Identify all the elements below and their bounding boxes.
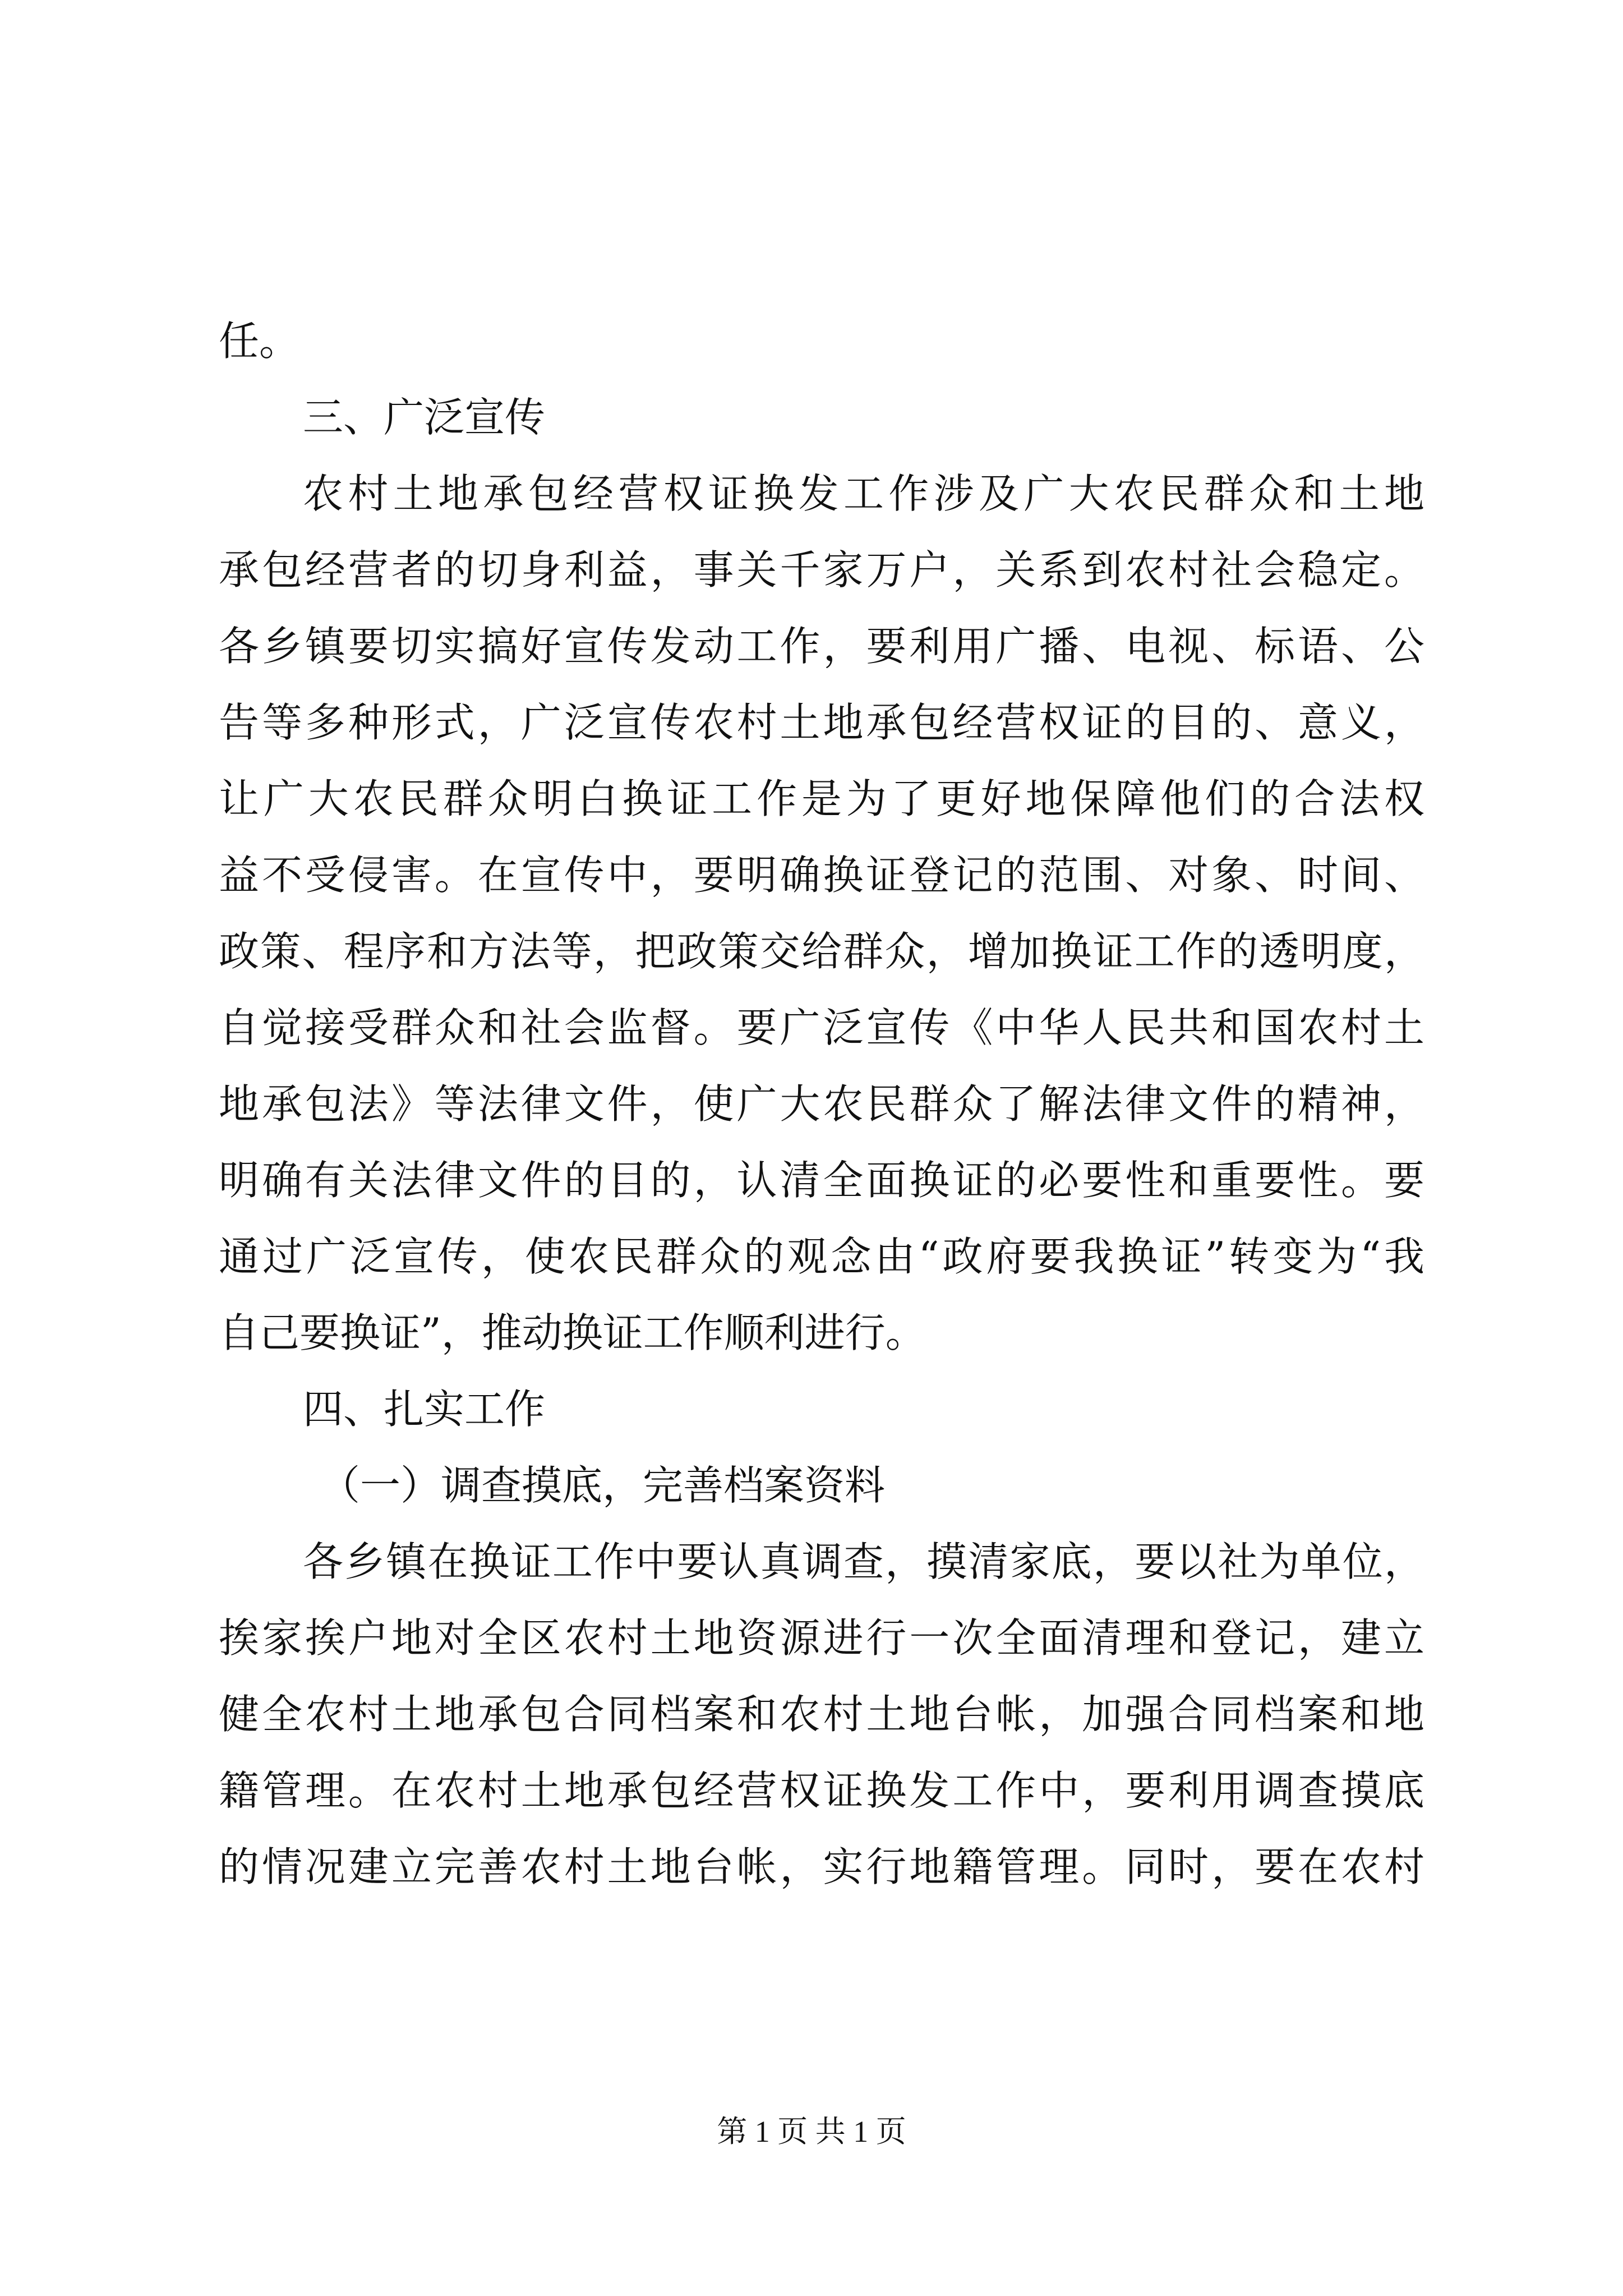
section-heading-4: 四、扎实工作 [303,1386,546,1433]
text-line-19: 健全农村土地承包合同档案和农村土地台帐，加强合同档案和地 [219,1691,1424,1738]
text-line-5: 各乡镇要切实搞好宣传发动工作，要利用广播、电视、标语、公 [219,623,1424,670]
section-heading-3: 三、广泛宣传 [303,394,546,441]
document-body [219,303,1424,1905]
page-footer [0,2109,1623,2154]
text-line-13: 通过广泛宣传，使农民群众的观念由“政府要我换证”转变为“我 [219,1233,1424,1280]
text-line-10: 自觉接受群众和社会监督。要广泛宣传《中华人民共和国农村土 [219,1004,1424,1051]
text-line-1: 任。 [219,318,300,365]
text-line-21: 的情况建立完善农村土地台帐，实行地籍管理。同时，要在农村 [219,1843,1424,1890]
text-line-7: 让广大农民群众明白换证工作是为了更好地保障他们的合法权 [219,775,1424,822]
text-line-4: 承包经营者的切身利益，事关千家万户，关系到农村社会稳定。 [219,546,1424,593]
text-line-12: 明确有关法律文件的目的，认清全面换证的必要性和重要性。要 [219,1157,1424,1204]
text-line-3: 农村土地承包经营权证换发工作涉及广大农民群众和土地 [303,470,1424,517]
text-line-11: 地承包法》等法律文件，使广大农民群众了解法律文件的精神， [219,1080,1424,1128]
text-line-14: 自己要换证”，推动换证工作顺利进行。 [219,1309,926,1356]
text-line-8: 益不受侵害。在宣传中，要明确换证登记的范围、对象、时间、 [219,852,1424,899]
text-line-6: 告等多种形式，广泛宣传农村土地承包经营权证的目的、意义， [219,699,1424,746]
text-line-17: 各乡镇在换证工作中要认真调查，摸清家底，要以社为单位， [303,1538,1424,1585]
text-line-9: 政策、程序和方法等，把政策交给群众，增加换证工作的透明度， [219,928,1424,975]
text-line-18: 挨家挨户地对全区农村土地资源进行一次全面清理和登记，建立 [219,1614,1424,1662]
page-number-label: 第 1 页 共 1 页 [717,2115,906,2148]
text-line-20: 籍管理。在农村土地承包经营权证换发工作中，要利用调查摸底 [219,1767,1424,1814]
subsection-heading-1: （一）调查摸底，完善档案资料 [320,1462,886,1509]
